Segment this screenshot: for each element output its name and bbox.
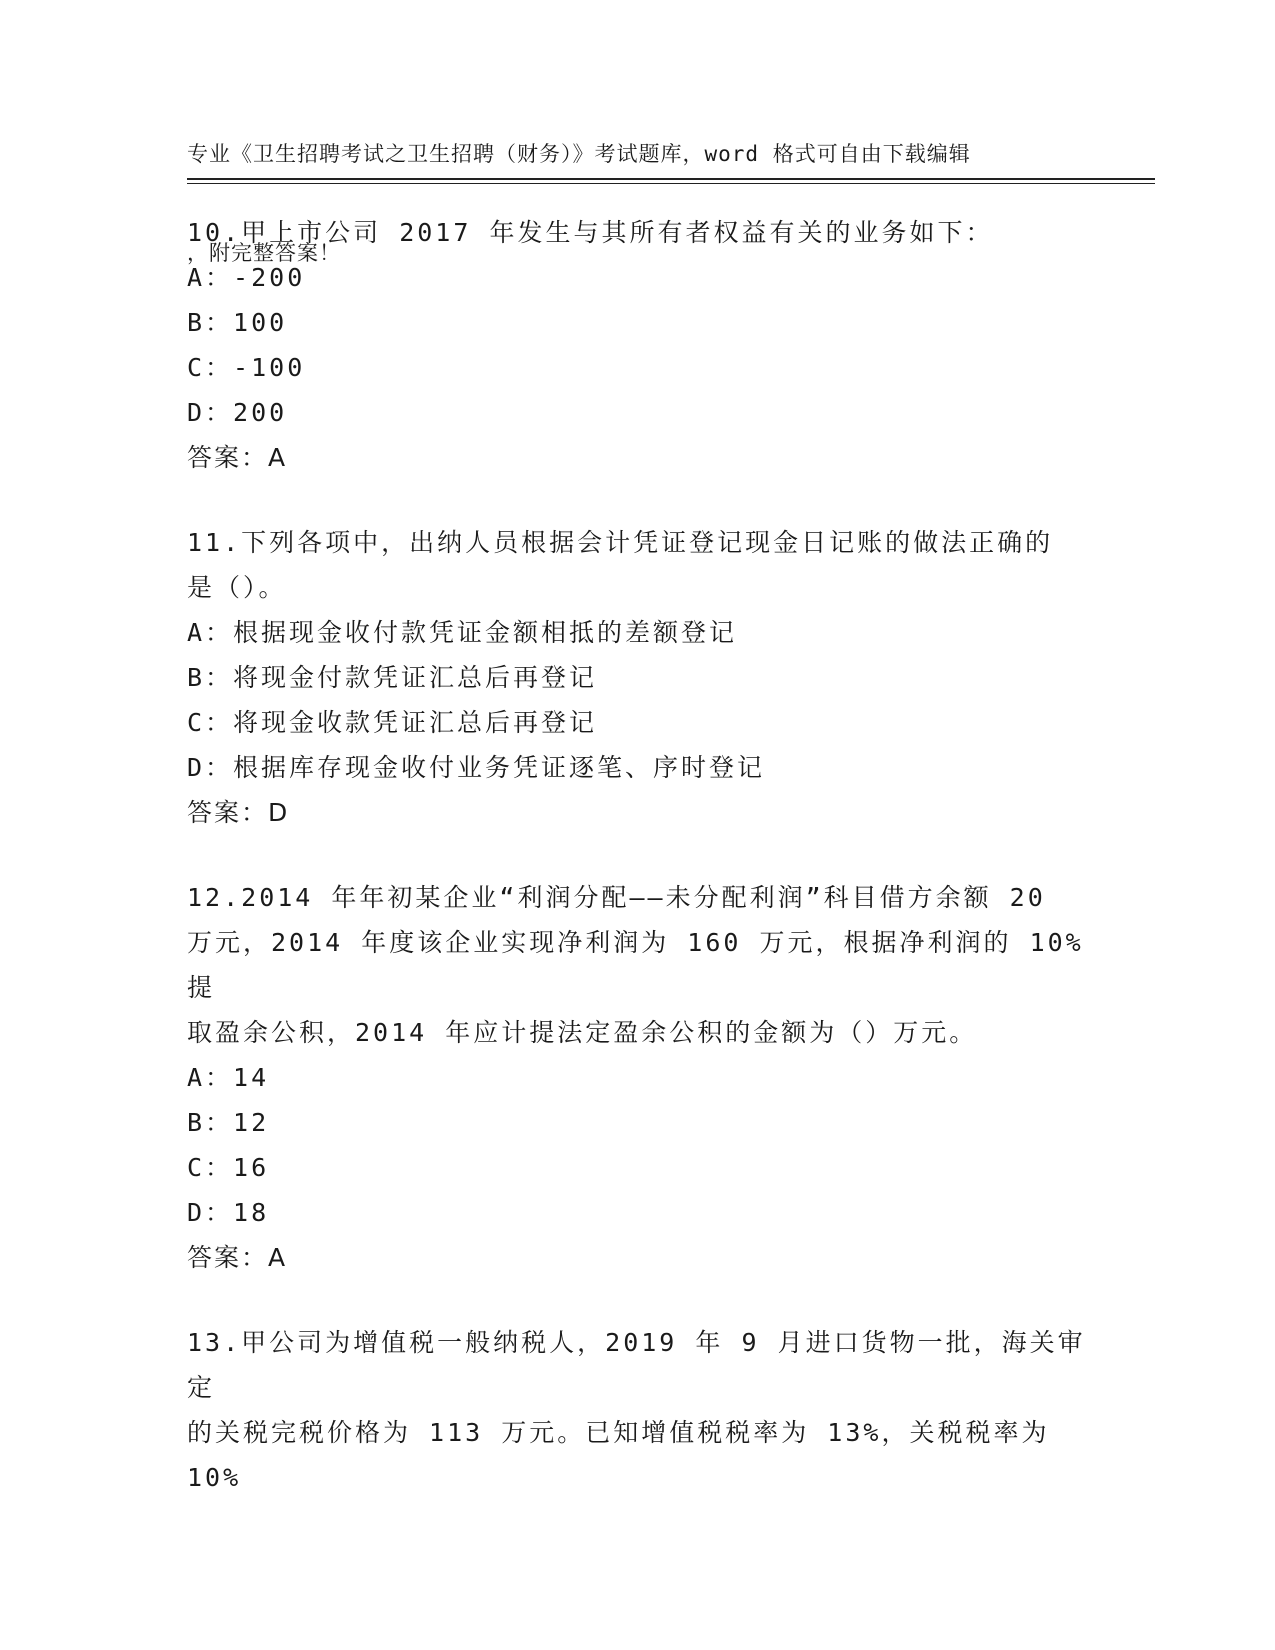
question-list [187,210,1087,1540]
header-line-2: ，附完整答案！ [187,241,341,265]
question-10 [187,210,1087,480]
header-divider-thick [187,178,1155,180]
question-text: 10.甲上市公司 2017 年发生与其所有者权益有关的业务如下： [187,218,994,247]
option-b: B：将现金付款凭证汇总后再登记 [187,663,598,692]
option-d: D：18 [187,1198,270,1227]
question-text: 11.下列各项中，出纳人员根据会计凭证登记现金日记账的做法正确的 是（）。 [187,528,1054,602]
answer: 答案：A [187,1243,288,1272]
option-b: B：100 [187,308,288,337]
answer: 答案：D [187,798,290,827]
option-c: C：-100 [187,353,306,382]
question-12 [187,875,1087,1280]
option-d: D：200 [187,398,288,427]
option-c: C：将现金收款凭证汇总后再登记 [187,708,598,737]
question-13 [187,1320,1087,1500]
header-divider-thin [187,183,1155,184]
option-d: D：根据库存现金收付业务凭证逐笔、序时登记 [187,753,766,782]
header-line-1: 专业《卫生招聘考试之卫生招聘（财务）》考试题库，word 格式可自由下载编辑 [187,142,971,166]
option-c: C：16 [187,1153,270,1182]
question-11 [187,520,1087,835]
question-text: 13.甲公司为增值税一般纳税人，2019 年 9 月进口货物一批，海关审定 的关税完税价格为 113 万元。已知增值税税率为 13%，关税税率为 10% [187,1328,1086,1492]
question-text: 12.2014 年年初某企业“利润分配——未分配利润”科目借方余额 20 万元，2014 年度该企业实现净利润为 160 万元，根据净利润的 10%提 取盈余公积，2014 年应计提法定盈余公积的金额为（）万元。 [187,883,1084,1047]
option-b: B：12 [187,1108,270,1137]
option-a: A：根据现金收付款凭证金额相抵的差额登记 [187,618,738,647]
answer: 答案：A [187,443,288,472]
option-a: A：-200 [187,263,306,292]
option-a: A：14 [187,1063,270,1092]
